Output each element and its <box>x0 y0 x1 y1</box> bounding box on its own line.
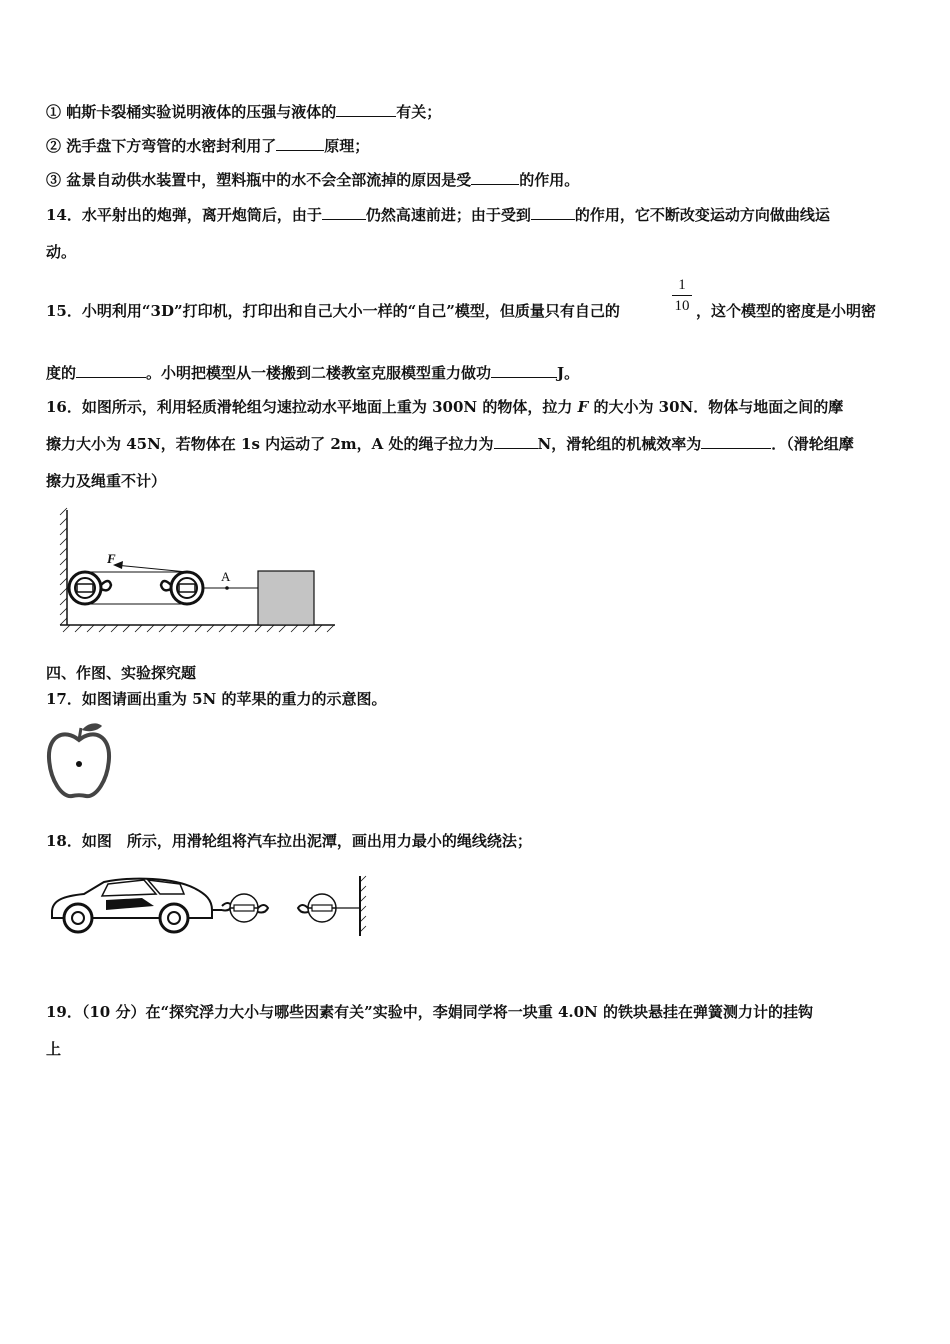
q13-item-1-text: ① 帕斯卡裂桶实验说明液体的压强与液体的 <box>46 103 337 121</box>
q16-text: 16．如图所示，利用轻质滑轮组匀速拉动水平地面上重为 300N 的物体，拉力 <box>46 398 578 416</box>
q19-line-1 <box>46 1002 813 1022</box>
q15-text-mid: 。小明把模型从一楼搬到二楼教室克服模型重力做功 <box>146 364 492 382</box>
answer-blank[interactable] <box>701 434 771 449</box>
fixed-pulley-hook <box>298 905 308 913</box>
answer-blank[interactable] <box>336 102 396 117</box>
force-rope <box>115 565 187 572</box>
movable-pulley <box>230 894 258 922</box>
q16-line-3 <box>46 471 166 491</box>
q13-item-3-text: ③ 盆景自动供水装置中，塑料瓶中的水不会全部流掉的原因是受 <box>46 171 472 189</box>
left-pulley <box>69 572 101 604</box>
apple-stem <box>79 728 81 740</box>
q16-text-end2: ．（滑轮组摩 <box>771 435 854 453</box>
q13-item-2 <box>46 136 369 156</box>
right-hook <box>161 581 171 590</box>
q15-text-cont: 度的 <box>46 364 77 382</box>
pulley-figure <box>55 505 345 635</box>
fraction-one-tenth <box>672 276 692 315</box>
block <box>258 571 314 625</box>
q14-text-mid: 仍然高速前进；由于受到 <box>365 206 531 224</box>
q16-line-1 <box>46 397 843 417</box>
label-A: A <box>221 569 231 584</box>
q16-text-mid: N，滑轮组的机械效率为 <box>537 435 702 453</box>
apple-figure <box>44 720 114 800</box>
q15-text-unit: J。 <box>557 364 580 382</box>
q17-line <box>46 689 386 709</box>
q13-item-2-text: ② 洗手盘下方弯管的水密封利用了 <box>46 137 277 155</box>
q18-line <box>46 831 532 851</box>
q16-text-end: 的大小为 30N．物体与地面之间的摩 <box>588 398 844 416</box>
apple-leaf <box>82 723 102 731</box>
q13-item-1-suffix: 有关； <box>396 103 442 121</box>
right-pulley <box>171 572 203 604</box>
car-pulley-figure <box>44 870 374 942</box>
q15-line-2 <box>46 363 579 383</box>
wall-hatching <box>60 508 67 625</box>
q14-text: 14．水平射出的炮弹，离开炮筒后，由于 <box>46 206 322 224</box>
car-rear-wheel <box>160 904 188 932</box>
q18-text: 18．如图 所示，用滑轮组将汽车拉出泥潭，画出用力最小的绳线绕法； <box>46 832 532 850</box>
q13-item-3 <box>46 170 579 190</box>
answer-blank[interactable] <box>494 434 538 449</box>
q17-text: 17．如图请画出重为 5N 的苹果的重力的示意图。 <box>46 690 387 708</box>
movable-pulley-hook <box>258 905 268 913</box>
q13-item-2-suffix: 原理； <box>324 137 370 155</box>
answer-blank[interactable] <box>531 205 575 220</box>
fixed-pulley <box>308 894 336 922</box>
left-hook <box>101 581 111 590</box>
q19-line-2 <box>46 1039 61 1059</box>
q16-text-cont: 擦力大小为 45N，若物体在 1s 内运动了 2m，A 处的绳子拉力为 <box>46 435 494 453</box>
q15-text: 15．小明利用“3D”打印机，打印出和自己大小一样的“自己”模型，但质量只有自己的 <box>46 302 620 320</box>
q19-text-cont: 上 <box>46 1040 62 1058</box>
answer-blank[interactable] <box>322 205 366 220</box>
q15-line-1-end <box>696 301 876 321</box>
q16-text-note: 擦力及绳重不计） <box>46 472 167 490</box>
fraction-denominator: 10 <box>674 298 690 314</box>
q13-item-1 <box>46 102 441 122</box>
q14-line-1 <box>46 205 830 225</box>
force-variable: F <box>577 398 589 416</box>
section-4-title <box>46 663 196 683</box>
q14-text-end: 的作用，它不断改变运动方向做曲线运 <box>574 206 830 224</box>
car-front-wheel <box>64 904 92 932</box>
section-title: 四、作图、实验探究题 <box>46 664 197 682</box>
fraction-bar <box>672 295 692 296</box>
q19-text: 19．（10 分）在“探究浮力大小与哪些因素有关”实验中，李娟同学将一块重 4.0N 的铁块悬挂在弹簧测力计的挂钩 <box>46 1003 813 1021</box>
q15-text-end: ，这个模型的密度是小明密 <box>696 302 877 320</box>
fraction-numerator: 1 <box>678 277 686 293</box>
ground-hatching <box>63 625 334 632</box>
q14-line-2 <box>46 242 76 262</box>
answer-blank[interactable] <box>276 136 324 151</box>
point-A <box>225 586 229 590</box>
apple-center-dot <box>76 761 82 767</box>
q13-item-3-suffix: 的作用。 <box>519 171 580 189</box>
q15-line-1 <box>46 301 620 321</box>
answer-blank[interactable] <box>471 170 519 185</box>
answer-blank[interactable] <box>76 363 146 378</box>
answer-blank[interactable] <box>491 363 557 378</box>
q16-line-2 <box>46 434 854 454</box>
q14-text-cont: 动。 <box>46 243 77 261</box>
label-F: F <box>107 551 116 566</box>
